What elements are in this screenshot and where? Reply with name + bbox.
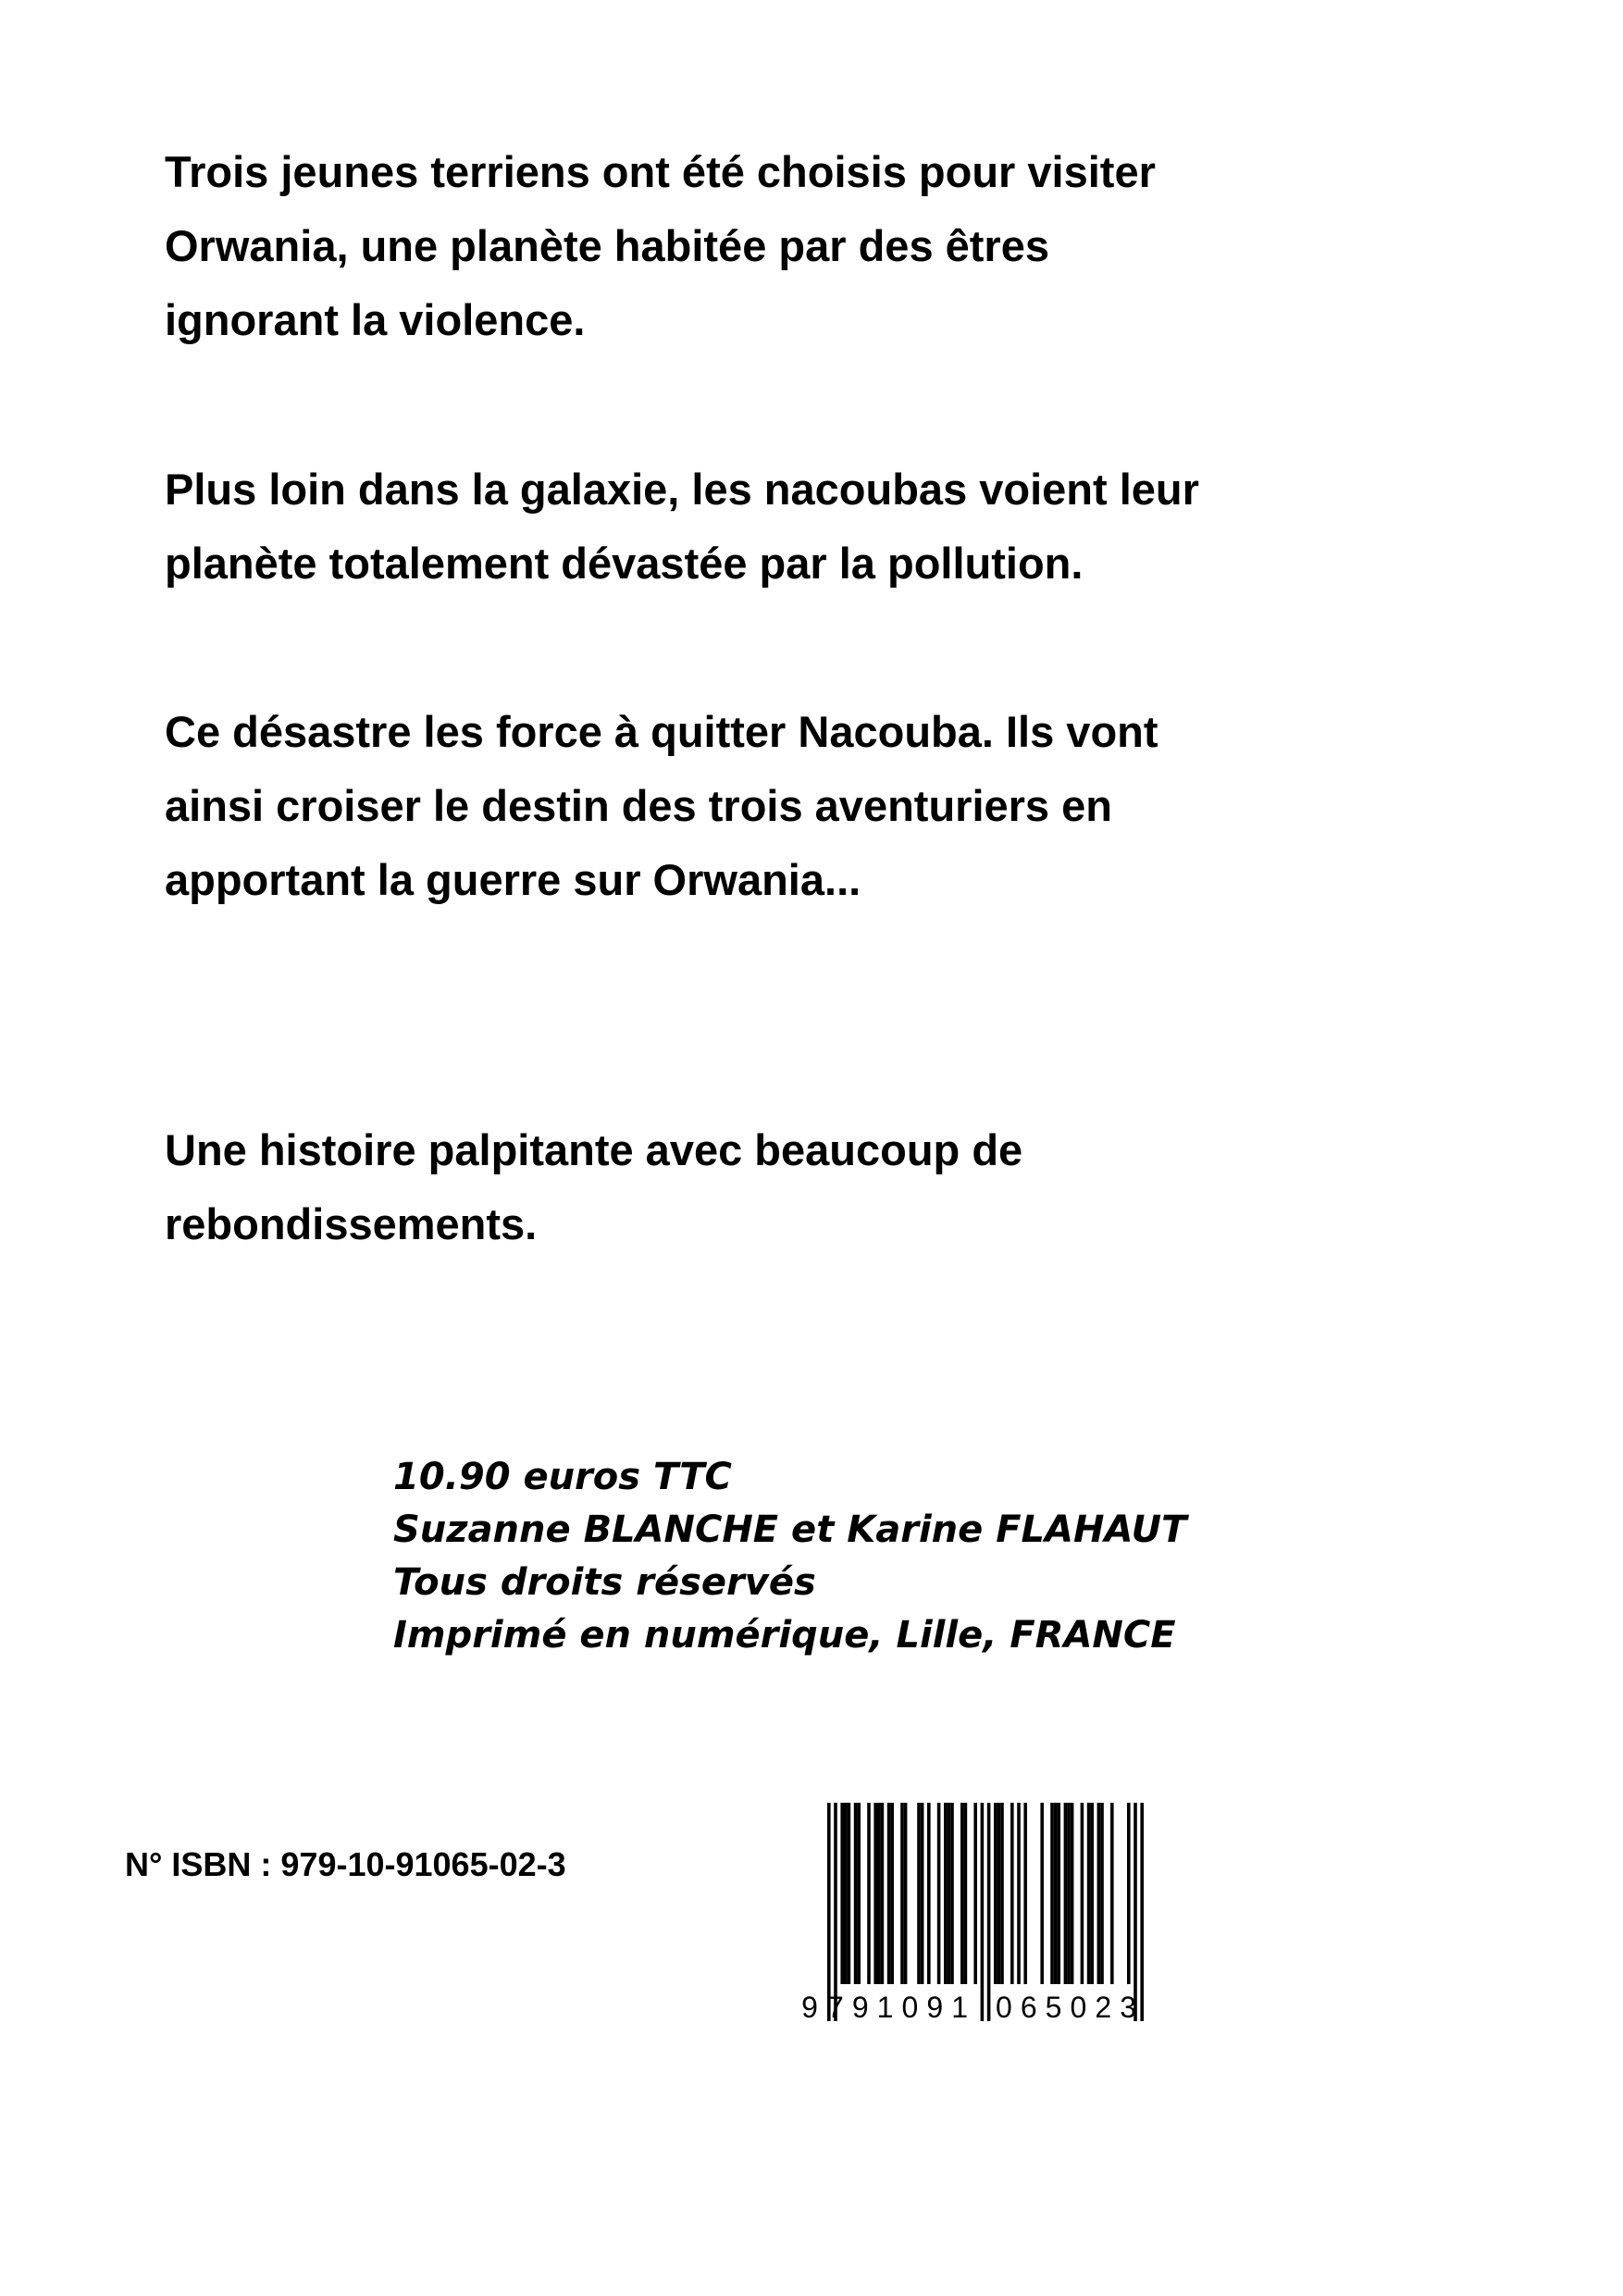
barcode-bar — [960, 1803, 964, 1984]
authors-text: Suzanne BLANCHE et Karine FLAHAUT — [393, 1508, 1187, 1551]
barcode-bar — [1127, 1803, 1131, 1984]
barcode-guard-bar — [981, 1803, 985, 2021]
barcode-bar — [848, 1803, 851, 1984]
text-line: Ce désastre les force à quitter Nacouba. Ils vont — [165, 707, 1158, 756]
barcode-bar — [937, 1803, 941, 1984]
text-line: apportant la guerre sur Orwania... — [165, 855, 861, 904]
printing-text: Imprimé en numérique, Lille, FRANCE — [393, 1614, 1176, 1657]
barcode-bar — [900, 1803, 904, 1984]
barcode-bar — [1000, 1803, 1004, 1984]
barcode-bar — [890, 1803, 894, 1984]
barcode-bar — [1054, 1803, 1058, 1984]
text-line: Trois jeunes terriens ont été choisis pour visiter — [165, 147, 1156, 196]
rights-text: Tous droits réservés — [393, 1561, 816, 1604]
barcode-bar — [1071, 1803, 1074, 1984]
barcode-bar — [1023, 1803, 1027, 1984]
text-line: Une histoire palpitante avec beaucoup de — [165, 1125, 1023, 1174]
barcode-bar — [921, 1803, 924, 1984]
barcode-bar — [881, 1803, 885, 1984]
barcode-bar — [1081, 1803, 1084, 1984]
barcode-guard-bar — [827, 1803, 831, 2021]
text-line: Orwania, une planète habitée par des êtres — [165, 221, 1049, 270]
barcode-digit-lead: 9 — [801, 1991, 818, 2024]
barcode-bar — [877, 1803, 881, 1984]
text-line: rebondissements. — [165, 1199, 538, 1248]
barcode-guard-bar — [1140, 1803, 1144, 2021]
barcode-bar — [950, 1803, 954, 1984]
blurb-paragraph-2 — [165, 453, 1479, 601]
barcode-bar — [873, 1803, 877, 1984]
barcode-bar — [997, 1803, 1001, 1984]
barcode-bar — [1017, 1803, 1021, 1984]
barcode-bars — [827, 1803, 1144, 2021]
barcode-bar — [994, 1803, 997, 1984]
blurb-paragraph-4 — [165, 1113, 1479, 1261]
barcode-bar — [854, 1803, 858, 1984]
barcode-bar — [964, 1803, 968, 1984]
text-line: planète totalement dévastée par la pollution. — [165, 539, 1084, 588]
barcode-bar — [840, 1803, 844, 1984]
barcode-bar — [1010, 1803, 1014, 1984]
barcode-bar — [1057, 1803, 1060, 1984]
barcode-bar — [944, 1803, 948, 1984]
barcode-digits-left: 791091 — [827, 1991, 968, 2024]
barcode-guard-bar — [834, 1803, 837, 2021]
barcode-bar — [1050, 1803, 1054, 1984]
price-text: 10.90 euros TTC — [393, 1456, 732, 1498]
barcode — [792, 1803, 1181, 2025]
text-line: ainsi croiser le destin des trois aventuriers en — [165, 781, 1112, 830]
barcode-bar — [948, 1803, 951, 1984]
barcode-graphic — [792, 1803, 1181, 2025]
barcode-bar — [927, 1803, 931, 1984]
barcode-guard-bar — [1134, 1803, 1137, 2021]
publication-credits — [393, 1451, 1186, 1662]
barcode-bar — [867, 1803, 871, 1984]
blurb-paragraph-3 — [165, 695, 1479, 917]
barcode-bar — [1097, 1803, 1101, 1984]
isbn-label: N° ISBN : 979-10-91065-02-3 — [125, 1845, 566, 1883]
blurb-paragraph-1 — [165, 135, 1479, 357]
barcode-bar — [917, 1803, 921, 1984]
barcode-guard-bar — [987, 1803, 991, 2021]
barcode-bar — [904, 1803, 908, 1984]
barcode-bar — [973, 1803, 977, 1984]
barcode-bar — [844, 1803, 848, 1984]
barcode-bar — [1110, 1803, 1114, 1984]
barcode-bar — [1064, 1803, 1068, 1984]
barcode-bar — [1090, 1803, 1094, 1984]
barcode-bar — [1067, 1803, 1071, 1984]
barcode-bar — [1040, 1803, 1044, 1984]
barcode-bar — [1087, 1803, 1091, 1984]
barcode-bar — [857, 1803, 861, 1984]
text-line: ignorant la violence. — [165, 295, 586, 344]
text-line: Plus loin dans la galaxie, les nacoubas voient leur — [165, 465, 1199, 514]
barcode-bar — [887, 1803, 891, 1984]
barcode-digits-right: 065023 — [996, 1991, 1136, 2024]
barcode-bar — [1100, 1803, 1104, 1984]
